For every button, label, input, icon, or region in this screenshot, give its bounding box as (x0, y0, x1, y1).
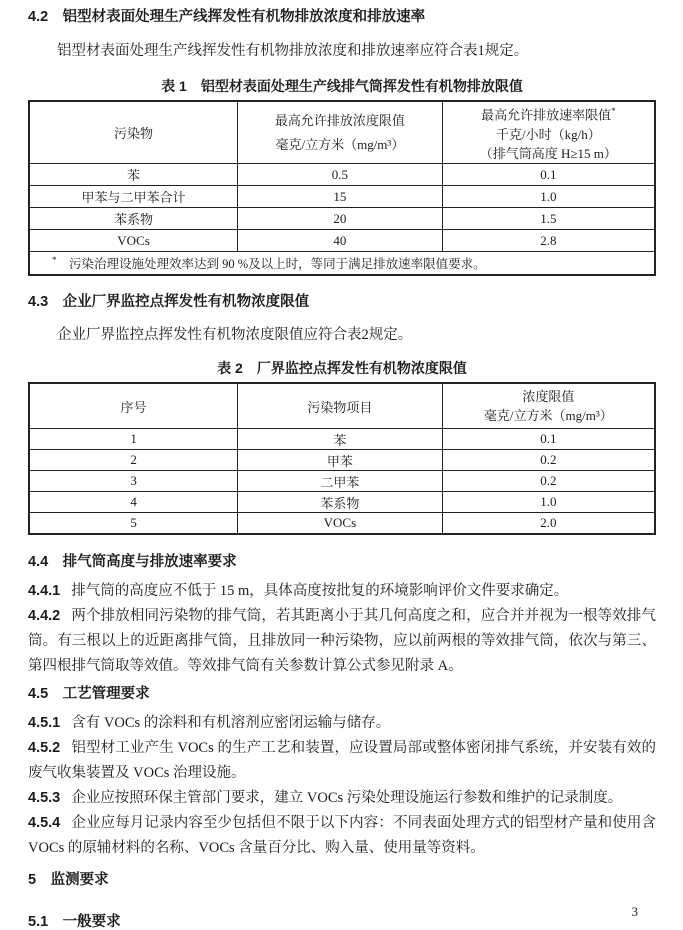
clause-text: 排气筒的高度应不低于 15 m，具体高度按批复的环境影响评价文件要求确定。 (71, 583, 569, 599)
table-row: 苯系物 20 1.5 (29, 208, 655, 230)
heading-4-2: 4.2 铝型材表面处理生产线挥发性有机物排放浓度和排放速率 (28, 9, 426, 25)
table-1-header-rate: 最高允许排放速率限值* 千克/小时（kg/h） （排气筒高度 H≥15 m） (442, 101, 655, 164)
clause-4-4-2 (28, 604, 656, 679)
clause-label: 4.4.1 (28, 583, 61, 599)
table-row: 1 苯 0.1 (29, 429, 655, 450)
table-row: VOCs 40 2.8 (29, 230, 655, 252)
table-2-boundary-limits (28, 382, 656, 535)
clause-4-5-2 (28, 736, 656, 786)
table-row: 苯 0.5 0.1 (29, 164, 655, 186)
heading-4-3: 4.3 企业厂界监控点挥发性有机物浓度限值 (28, 294, 310, 310)
clause-text: 含有 VOCs 的涂料和有机溶剂应密闭运输与储存。 (71, 715, 391, 731)
table-2-header-no: 序号 (29, 383, 238, 429)
clause-label: 4.5.1 (28, 715, 61, 731)
table-row: 4 苯系物 1.0 (29, 492, 655, 513)
clause-4-4-1 (28, 579, 656, 604)
paragraph-4-2: 铝型材表面处理生产线挥发性有机物排放浓度和排放速率应符合表1规定。 (57, 43, 529, 59)
heading-5: 5 监测要求 (28, 872, 109, 888)
paragraph-4-3: 企业厂界监控点挥发性有机物浓度限值应符合表2规定。 (57, 327, 413, 343)
clause-4-5-4 (28, 811, 656, 861)
table-2-header-row (29, 383, 655, 429)
table-1-emission-limits (28, 100, 656, 276)
section-4-5-clauses (28, 711, 656, 861)
table-2-header-item: 污染物项目 (238, 383, 443, 429)
clause-label: 4.5.2 (28, 740, 61, 756)
table-1-header-row (29, 101, 655, 164)
clause-label: 4.4.2 (28, 608, 61, 624)
table-1-footnote-text: 污染治理设施处理效率达到 90 %及以上时，等同于满足排放速率限值要求。 (69, 257, 486, 271)
clause-text: 铝型材工业产生 VOCs 的生产工艺和装置，应设置局部或整体密闭排气系统，并安装有效的废气收集装置及 VOCs 治理设施。 (28, 740, 656, 781)
clause-4-5-3 (28, 786, 656, 811)
clause-4-5-1 (28, 711, 656, 736)
clause-text: 两个排放相同污染物的排气筒，若其距离小于其几何高度之和，应合并并视为一根等效排气筒。有三根以上的近距离排气筒，且排放同一种污染物，应以前两根的等效排气筒，依次与第三、第四根排气筒取等效值。等效排气筒有关参数计算公式参见附录 A。 (28, 608, 656, 674)
heading-5-1: 5.1 一般要求 (28, 914, 121, 930)
clause-text: 企业应按照环保主管部门要求，建立 VOCs 污染处理设施运行参数和维护的记录制度。 (71, 790, 623, 806)
clause-label: 4.5.4 (28, 815, 61, 831)
heading-4-4: 4.4 排气筒高度与排放速率要求 (28, 554, 237, 570)
clause-label: 4.5.3 (28, 790, 61, 806)
table-2-header-limit: 浓度限值 毫克/立方米（mg/m³） (442, 383, 655, 429)
table-row: 3 二甲苯 0.2 (29, 471, 655, 492)
table-row: 5 VOCs 2.0 (29, 513, 655, 535)
table-1-caption: 表 1 铝型材表面处理生产线排气筒挥发性有机物排放限值 (161, 78, 523, 94)
heading-4-5: 4.5 工艺管理要求 (28, 686, 150, 702)
table-1-footnote-row (29, 252, 655, 276)
table-row: 2 甲苯 0.2 (29, 450, 655, 471)
footnote-marker-superscript: * (611, 106, 616, 117)
section-4-4-clauses (28, 579, 656, 679)
table-1-header-concentration: 最高允许排放浓度限值 毫克/立方米（mg/m³） (238, 101, 443, 164)
page-number: 3 (631, 904, 638, 919)
table-1-header-pollutant: 污染物 (29, 101, 238, 164)
table-row: 甲苯与二甲苯合计 15 1.0 (29, 186, 655, 208)
table-2-caption: 表 2 厂界监控点挥发性有机物浓度限值 (217, 360, 467, 376)
footnote-marker: * (52, 254, 57, 265)
clause-text: 企业应每月记录内容至少包括但不限于以下内容：不同表面处理方式的铝型材产量和使用含 VOCs 的原辅材料的名称、VOCs 含量百分比、购入量、使用量等资料。 (28, 815, 656, 856)
